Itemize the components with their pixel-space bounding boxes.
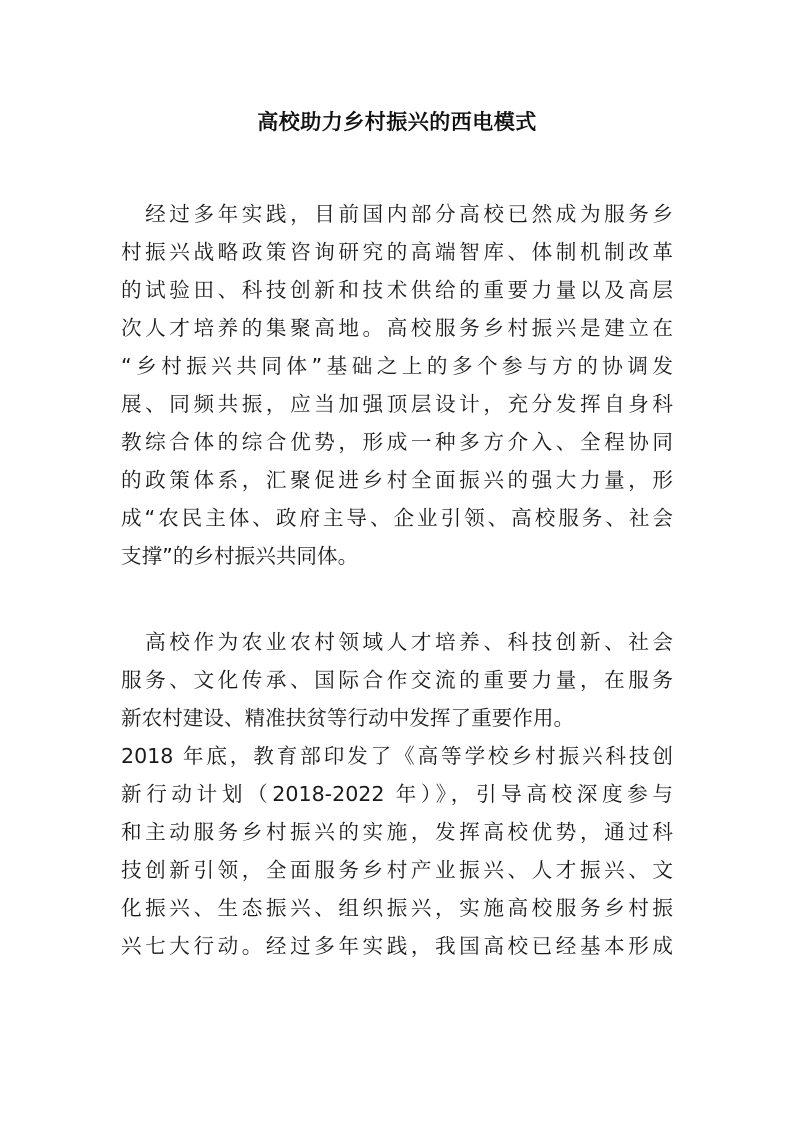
paragraph-line: 的政策体系，汇聚促进乡村全面振兴的强大力量，形 bbox=[121, 468, 673, 492]
paragraph-line: 教综合体的综合优势，形成一种多方介入、全程协同 bbox=[121, 430, 673, 454]
paragraph-2 bbox=[121, 623, 673, 965]
paragraph-line: 次人才培养的集聚高地。高校服务乡村振兴是建立在 bbox=[121, 316, 673, 340]
paragraph-line: 成“农民主体、政府主导、企业引领、高校服务、社会 bbox=[121, 506, 673, 530]
paragraph-line: 的试验田、科技创新和技术供给的重要力量以及高层 bbox=[121, 278, 673, 302]
document-title: 高校助力乡村振兴的西电模式 bbox=[257, 110, 537, 134]
paragraph-1 bbox=[121, 195, 673, 575]
paragraph-line: 2018 年底，教育部印发了《高等学校乡村振兴科技创 bbox=[121, 744, 673, 768]
paragraph-line: 服务、文化传承、国际合作交流的重要力量，在服务 bbox=[121, 668, 673, 692]
paragraph-line: 展、同频共振，应当加强顶层设计，充分发挥自身科 bbox=[121, 392, 673, 416]
paragraph-line: 高校作为农业农村领域人才培养、科技创新、社会 bbox=[121, 630, 673, 654]
paragraph-line: “乡村振兴共同体”基础之上的多个参与方的协调发 bbox=[121, 354, 673, 378]
paragraph-line: 经过多年实践，目前国内部分高校已然成为服务乡 bbox=[121, 202, 673, 226]
paragraph-line: 村振兴战略政策咨询研究的高端智库、体制机制改革 bbox=[121, 240, 673, 264]
paragraph-line: 新行动计划（2018-2022 年）》，引导高校深度参与 bbox=[121, 782, 673, 806]
paragraph-line: 新农村建设、精准扶贫等行动中发挥了重要作用。 bbox=[121, 706, 575, 730]
paragraph-line: 技创新引领，全面服务乡村产业振兴、人才振兴、文 bbox=[121, 858, 673, 882]
paragraph-line: 和主动服务乡村振兴的实施，发挥高校优势，通过科 bbox=[121, 820, 673, 844]
paragraph-line: 兴七大行动。经过多年实践，我国高校已经基本形成 bbox=[121, 934, 673, 958]
paragraph-line: 支撑”的乡村振兴共同体。 bbox=[121, 544, 359, 568]
paragraph-line: 化振兴、生态振兴、组织振兴，实施高校服务乡村振 bbox=[121, 896, 673, 920]
